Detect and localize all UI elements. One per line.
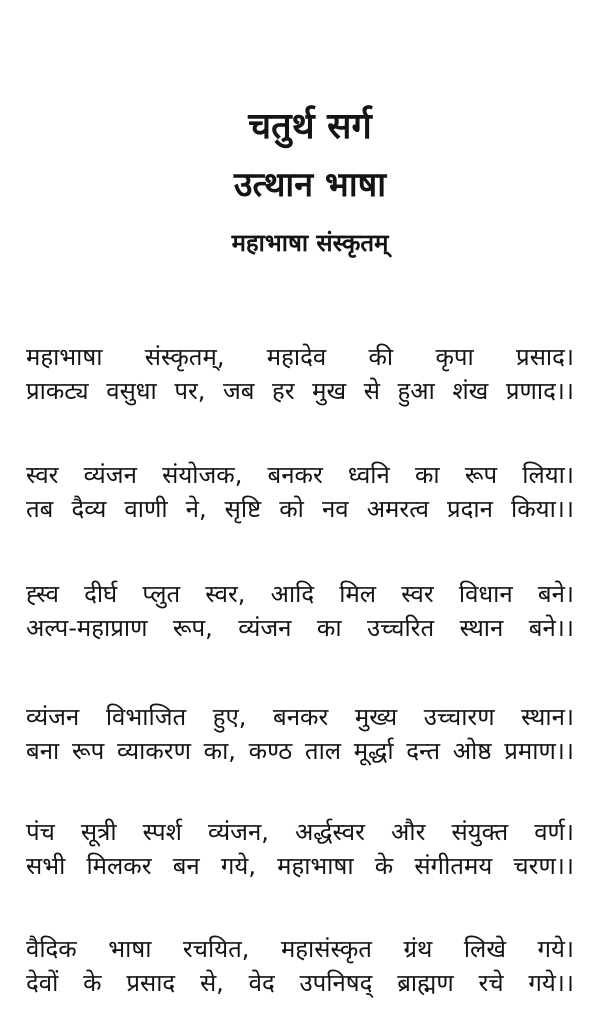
verse-line: अल्प-महाप्राण रूप, व्यंजन का उच्चरित स्थान बने।।: [26, 614, 574, 642]
verse-6: [26, 932, 574, 1000]
verse-5: [26, 815, 574, 883]
verse-4: [26, 700, 574, 768]
verse-line: देवों के प्रसाद से, वेद उपनिषद् ब्राह्मण रचे गये।।: [26, 969, 574, 997]
verse-line: वैदिक भाषा रचयित, महासंस्कृत ग्रंथ लिखे गये।: [26, 935, 574, 963]
chapter-subtitle: महाभाषा संस्कृतम्: [231, 229, 389, 257]
verse-line: बना रूप व्याकरण का, कण्ठ ताल मूर्द्धा दन्त ओष्ठ प्रमाण।।: [26, 737, 574, 765]
verse-line: स्वर व्यंजन संयोजक, बनकर ध्वनि का रूप लिया।: [26, 461, 574, 489]
chapter-title: उत्थान भाषा: [233, 165, 387, 205]
verse-line: पंच सूत्री स्पर्श व्यंजन, अर्द्धस्वर और संयुक्त वर्ण।: [26, 818, 574, 846]
verse-line: ह्स्व दीर्घ प्लुत स्वर, आदि मिल स्वर विधान बने।: [26, 580, 574, 608]
verse-2: [26, 458, 574, 526]
verse-1: [26, 340, 574, 408]
canto-heading: चतुर्थ सर्ग: [248, 106, 372, 147]
verse-3: [26, 577, 574, 645]
verse-line: व्यंजन विभाजित हुए, बनकर मुख्य उच्चारण स्थान।: [26, 703, 574, 731]
verse-line: तब दैव्य वाणी ने, सृष्टि को नव अमरत्व प्रदान किया।।: [26, 495, 574, 523]
verse-line: महाभाषा संस्कृतम्, महादेव की कृपा प्रसाद।: [26, 343, 574, 371]
verse-line: प्राकट्य वसुधा पर, जब हर मुख से हुआ शंख प्रणाद।।: [26, 377, 574, 405]
verse-line: सभी मिलकर बन गये, महाभाषा के संगीतमय चरण।।: [26, 852, 574, 880]
